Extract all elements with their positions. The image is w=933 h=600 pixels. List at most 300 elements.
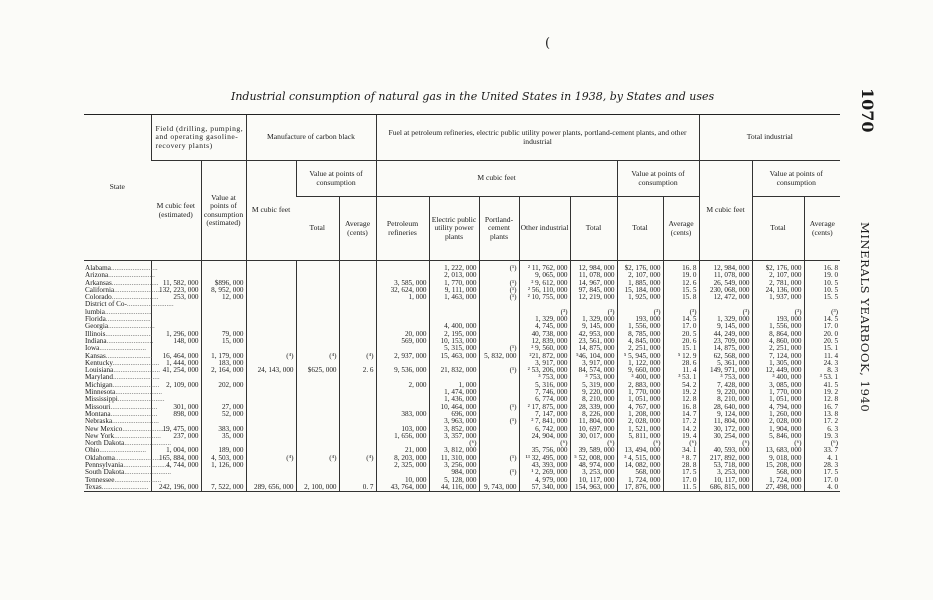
- table-cell: 41. 5: [804, 382, 840, 389]
- table-cell: 1, 260, 000: [752, 411, 804, 418]
- leader-dots: ..........................: [115, 388, 163, 397]
- table-cell: [296, 418, 339, 425]
- table-cell: ¹³ 32, 495, 000: [519, 455, 570, 462]
- table-cell: 148, 000: [151, 338, 201, 345]
- table-cell: 984, 000: [429, 469, 479, 476]
- table-cell: [246, 294, 296, 301]
- table-cell: 3, 256, 000: [429, 462, 479, 469]
- table-cell: ³ 8. 7: [663, 455, 699, 462]
- table-cell: 1, 937, 000: [752, 294, 804, 301]
- table-cell: 1, 770, 000: [429, 280, 479, 287]
- table-cell: 1, 329, 000: [519, 316, 570, 323]
- leader-dots: ..........................: [104, 307, 152, 316]
- table-cell: 4, 400, 000: [429, 323, 479, 330]
- table-cell: 14. 5: [663, 316, 699, 323]
- table-cell: 12. 6: [663, 280, 699, 287]
- state-name-text: Kansas: [85, 351, 106, 360]
- table-cell: 568, 000: [752, 469, 804, 476]
- table-cell: 84, 574, 000: [570, 367, 617, 374]
- table-cell: 568, 000: [617, 469, 663, 476]
- header-field-group: Field (drilling, pumping, and operating gasoline-recovery plants): [151, 115, 246, 161]
- table-cell: 3, 812, 000: [429, 447, 479, 454]
- table-cell: (⁴): [296, 353, 339, 360]
- table-cell: [296, 382, 339, 389]
- table-cell: ³ 753, 000: [699, 374, 752, 381]
- table-cell: $896, 000: [201, 280, 246, 287]
- table-cell: 1, 329, 000: [570, 316, 617, 323]
- table-cell: 9, 145, 000: [570, 323, 617, 330]
- state-name-text: Mississippi: [85, 395, 118, 404]
- table-cell: 16. 7: [804, 404, 840, 411]
- table-cell: 12, 839, 000: [519, 338, 570, 345]
- leader-dots: ..........................: [122, 424, 170, 433]
- table-cell: 9, 018, 000: [752, 455, 804, 462]
- table-cell: (⁶): [519, 440, 570, 447]
- table-cell: 1, 051, 000: [752, 396, 804, 403]
- table-cell: 19. 3: [804, 433, 840, 440]
- table-cell: [479, 374, 519, 381]
- state-name-text: Indiana: [85, 336, 107, 345]
- table-cell: 16. 8: [663, 404, 699, 411]
- table-cell: [296, 272, 339, 279]
- table-cell: 4. 0: [804, 484, 840, 492]
- table-cell: [339, 338, 376, 345]
- table-cell: 97, 845, 000: [570, 287, 617, 294]
- table-cell: (¹): [479, 367, 519, 374]
- table-cell: 16. 8: [804, 261, 840, 273]
- table-cell: 24, 136, 000: [752, 287, 804, 294]
- table-cell: [479, 331, 519, 338]
- table-cell: 15. 5: [804, 294, 840, 301]
- table-cell: 20. 5: [663, 331, 699, 338]
- table-cell: [246, 440, 296, 447]
- table-cell: ¹ 2, 269, 000: [519, 469, 570, 476]
- table-cell: [296, 469, 339, 476]
- table-cell: 1, 724, 000: [752, 477, 804, 484]
- table-cell: [339, 309, 376, 316]
- header-other: Other industrial: [519, 197, 570, 261]
- table-cell: 12. 8: [804, 396, 840, 403]
- table-cell: 44, 116, 000: [429, 484, 479, 492]
- table-cell: [339, 316, 376, 323]
- table-cell: 8, 210, 000: [699, 396, 752, 403]
- leader-dots: ..........................: [123, 461, 171, 470]
- table-cell: [296, 374, 339, 381]
- table-cell: [376, 261, 429, 273]
- table-cell: 9, 660, 000: [617, 367, 663, 374]
- table-cell: (⁴): [246, 455, 296, 462]
- state-name-text: South Dakota: [85, 468, 125, 477]
- table-cell: 9, 220, 000: [570, 389, 617, 396]
- table-cell: 10, 697, 000: [570, 426, 617, 433]
- table-cell: $625, 000: [296, 367, 339, 374]
- table-cell: 1, 329, 000: [699, 316, 752, 323]
- table-cell: 1, 656, 000: [376, 433, 429, 440]
- table-cell: [246, 280, 296, 287]
- table-cell: ² 56, 110, 000: [519, 287, 570, 294]
- table-cell: ³ 53. 1: [804, 374, 840, 381]
- table-cell: [246, 462, 296, 469]
- state-name-text: Arkansas: [85, 278, 112, 287]
- table-cell: [151, 261, 201, 273]
- table-cell: (⁴): [296, 455, 339, 462]
- table-cell: [339, 272, 376, 279]
- table-cell: 57, 340, 000: [519, 484, 570, 492]
- table-cell: [429, 309, 479, 316]
- header-total-group: Total industrial: [699, 115, 840, 161]
- table-cell: 17. 5: [804, 469, 840, 476]
- table-cell: [296, 433, 339, 440]
- table-cell: 24, 143, 000: [246, 367, 296, 374]
- table-cell: [376, 301, 429, 308]
- table-cell: 1, 770, 000: [617, 389, 663, 396]
- table-cell: 9, 743, 000: [479, 484, 519, 492]
- table-cell: 9, 536, 000: [376, 367, 429, 374]
- table-cell: 48, 974, 000: [570, 462, 617, 469]
- gas-consumption-table: [84, 114, 840, 492]
- table-cell: 1, 222, 000: [429, 261, 479, 273]
- header-field-value: Value at points of consumption (estimated): [201, 161, 246, 261]
- table-cell: [246, 316, 296, 323]
- table-cell: 11, 078, 000: [699, 272, 752, 279]
- leader-dots: ..........................: [105, 329, 153, 338]
- table-cell: [296, 389, 339, 396]
- table-cell: 11, 310, 000: [429, 455, 479, 462]
- header-carbon-value: Value at points of consumption: [296, 161, 376, 197]
- table-cell: [246, 382, 296, 389]
- table-cell: (¹): [479, 294, 519, 301]
- table-cell: $2, 176, 000: [752, 261, 804, 273]
- state-name-text: Oklahoma: [85, 453, 115, 462]
- table-cell: 19. 0: [804, 272, 840, 279]
- state-name-text: Tennessee: [85, 475, 115, 484]
- table-cell: (⁶): [699, 440, 752, 447]
- state-name-text: Pennsylvania: [85, 461, 124, 470]
- table-cell: [339, 331, 376, 338]
- table-cell: [479, 426, 519, 433]
- table-cell: [479, 323, 519, 330]
- table-cell: [296, 396, 339, 403]
- table-cell: 7, 428, 000: [699, 382, 752, 389]
- table-cell: [246, 287, 296, 294]
- table-cell: 11, 582, 000: [151, 280, 201, 287]
- table-cell: [201, 389, 246, 396]
- table-cell: 11, 804, 000: [699, 418, 752, 425]
- table-row: [84, 294, 840, 301]
- table-cell: 13. 8: [804, 411, 840, 418]
- table-cell: [376, 316, 429, 323]
- table-cell: [339, 411, 376, 418]
- table-cell: 3, 917, 000: [570, 360, 617, 367]
- table-cell: 10. 5: [804, 280, 840, 287]
- table-cell: 7, 746, 000: [519, 389, 570, 396]
- table-cell: [246, 272, 296, 279]
- table-cell: 383, 000: [376, 411, 429, 418]
- table-cell: 4, 979, 000: [519, 477, 570, 484]
- header-carbon-group: Manufacture of carbon black: [246, 115, 376, 161]
- table-cell: 19. 2: [804, 389, 840, 396]
- table-cell: [246, 323, 296, 330]
- table-cell: 19. 2: [663, 389, 699, 396]
- header-petroleum: Petroleum refineries: [376, 197, 429, 261]
- table-cell: 17. 2: [804, 418, 840, 425]
- leader-dots: ..........................: [99, 446, 147, 455]
- table-cell: [339, 287, 376, 294]
- leader-dots: ..........................: [113, 366, 161, 375]
- state-name-text: Georgia: [85, 322, 109, 331]
- table-cell: 43, 764, 000: [376, 484, 429, 492]
- table-cell: 2, 100, 000: [296, 484, 339, 492]
- table-cell: 4, 767, 000: [617, 404, 663, 411]
- table-cell: 35, 756, 000: [519, 447, 570, 454]
- table-cell: 289, 656, 000: [246, 484, 296, 492]
- table-body: [84, 261, 840, 492]
- table-cell: 35, 000: [201, 433, 246, 440]
- table-cell: [339, 323, 376, 330]
- table-cell: 2, 937, 000: [376, 353, 429, 360]
- table-cell: 28. 8: [663, 462, 699, 469]
- table-cell: 2, 164, 000: [201, 367, 246, 374]
- state-name-text: Arizona: [85, 271, 109, 280]
- table-cell: (³): [570, 309, 617, 316]
- table-cell: ³ 4, 515, 000: [617, 455, 663, 462]
- table-cell: 1, 444, 000: [151, 360, 201, 367]
- table-cell: ²21, 872, 000: [519, 353, 570, 360]
- state-name: [84, 484, 151, 492]
- table-cell: (¹): [479, 469, 519, 476]
- table-cell: 11. 4: [804, 353, 840, 360]
- table-cell: 17. 0: [804, 323, 840, 330]
- table-cell: ² 7, 841, 000: [519, 418, 570, 425]
- table-cell: [201, 469, 246, 476]
- table-cell: 15. 1: [663, 345, 699, 352]
- leader-dots: ..........................: [114, 431, 161, 440]
- leader-dots: ..........................: [105, 315, 153, 324]
- table-cell: 1, 004, 000: [151, 447, 201, 454]
- table-cell: 16. 8: [663, 261, 699, 273]
- table-cell: 24, 904, 000: [519, 433, 570, 440]
- table-cell: 1, 179, 000: [201, 353, 246, 360]
- table-cell: 14. 5: [804, 316, 840, 323]
- table-cell: 12, 472, 000: [699, 294, 752, 301]
- table-cell: 898, 000: [151, 411, 201, 418]
- table-cell: [246, 396, 296, 403]
- leader-dots: ..........................: [112, 380, 160, 389]
- leader-dots: ..........................: [110, 264, 158, 272]
- table-cell: 3, 357, 000: [429, 433, 479, 440]
- table-cell: 15. 8: [663, 294, 699, 301]
- table-cell: 28, 640, 000: [699, 404, 752, 411]
- header-carbon-mcf: M cubic feet: [246, 161, 296, 261]
- table-cell: [296, 280, 339, 287]
- table-cell: 5, 319, 000: [570, 382, 617, 389]
- header-fuel-group: Fuel at petroleum refineries, electric public utility power plants, portland-cement plants, and other industrial: [376, 115, 699, 161]
- leader-dots: ..........................: [112, 358, 160, 367]
- table-cell: [246, 331, 296, 338]
- table-cell: 5, 832, 000: [479, 353, 519, 360]
- header-fuel-value: Value at points of consumption: [617, 161, 699, 197]
- table-cell: 6, 742, 000: [519, 426, 570, 433]
- table-cell: (¹): [479, 261, 519, 273]
- table-cell: ³ 753, 000: [570, 374, 617, 381]
- table-cell: 54. 2: [663, 382, 699, 389]
- header-total-mcf: M cubic feet: [699, 161, 752, 261]
- table-cell: 5, 316, 000: [519, 382, 570, 389]
- table-cell: 15, 184, 000: [617, 287, 663, 294]
- state-name-text: Colorado: [85, 293, 112, 302]
- table-cell: [246, 301, 296, 308]
- table-cell: (³): [752, 309, 804, 316]
- table-cell: 1, 000: [429, 382, 479, 389]
- table-cell: 10, 117, 000: [699, 477, 752, 484]
- table-cell: 1, 000: [376, 294, 429, 301]
- table-cell: 41, 254, 000: [151, 367, 201, 374]
- leader-dots: ..........................: [112, 373, 160, 382]
- state-name-text: North Dakota: [85, 439, 125, 448]
- table-cell: [296, 440, 339, 447]
- table-cell: 14. 2: [663, 426, 699, 433]
- table-cell: 2, 109, 000: [151, 382, 201, 389]
- state-name-text: Nebraska: [85, 417, 113, 426]
- state-name-text: New York: [85, 431, 115, 440]
- table-cell: 383, 000: [201, 426, 246, 433]
- table-cell: 4, 503, 000: [201, 455, 246, 462]
- table-cell: 2, 781, 000: [752, 280, 804, 287]
- table-cell: ⁵ 5, 945, 000: [617, 353, 663, 360]
- table-cell: [246, 469, 296, 476]
- state-name-text: Montana: [85, 409, 111, 418]
- table-cell: 28. 6: [663, 360, 699, 367]
- table-cell: 15, 000: [201, 338, 246, 345]
- table-cell: 8, 203, 000: [376, 455, 429, 462]
- table-cell: 14, 967, 000: [570, 280, 617, 287]
- table-cell: 6, 774, 000: [519, 396, 570, 403]
- table-cell: 52, 000: [201, 411, 246, 418]
- state-name-text: Louisiana: [85, 366, 114, 375]
- table-cell: [339, 462, 376, 469]
- state-name-text: Ohio: [85, 446, 100, 455]
- table-cell: [339, 418, 376, 425]
- table-cell: ⁵ 12. 9: [663, 353, 699, 360]
- table-cell: 53, 718, 000: [699, 462, 752, 469]
- table-cell: 27, 498, 000: [752, 484, 804, 492]
- table-cell: 15. 5: [663, 287, 699, 294]
- table-cell: [479, 382, 519, 389]
- table-cell: 253, 000: [151, 294, 201, 301]
- table-cell: 30, 254, 000: [699, 433, 752, 440]
- table-cell: [296, 426, 339, 433]
- table-cell: [479, 301, 519, 308]
- table-cell: (³): [699, 309, 752, 316]
- table-cell: [339, 261, 376, 273]
- table-cell: 2, 883, 000: [617, 382, 663, 389]
- table-cell: [479, 389, 519, 396]
- table-cell: [151, 309, 201, 316]
- table-cell: 17. 5: [663, 469, 699, 476]
- leader-dots: ..........................: [108, 322, 155, 331]
- table-cell: ² 11, 762, 000: [519, 261, 570, 273]
- table-cell: 1, 305, 000: [752, 360, 804, 367]
- table-cell: ² 10, 755, 000: [519, 294, 570, 301]
- table-cell: 8, 864, 000: [752, 331, 804, 338]
- header-carbon-total: Total: [296, 197, 339, 261]
- table-cell: [296, 261, 339, 273]
- table-cell: 40, 593, 000: [699, 447, 752, 454]
- table-cell: 19, 475, 000: [151, 426, 201, 433]
- table-cell: ² 17, 875, 000: [519, 404, 570, 411]
- state-name-text: District of Co-: [85, 300, 127, 309]
- table-cell: 42, 953, 000: [570, 331, 617, 338]
- table-cell: [296, 301, 339, 308]
- table-cell: 14. 7: [663, 411, 699, 418]
- table-cell: 10, 000: [376, 477, 429, 484]
- table-cell: 14, 082, 000: [617, 462, 663, 469]
- table-cell: 8. 3: [804, 367, 840, 374]
- table-cell: 28. 3: [804, 462, 840, 469]
- table-cell: [151, 316, 201, 323]
- table-cell: [296, 294, 339, 301]
- header-portland: Portland-cement plants: [479, 197, 519, 261]
- table-cell: 1, 770, 000: [752, 389, 804, 396]
- table-cell: 44, 249, 000: [699, 331, 752, 338]
- header-electric: Electric public utility power plants: [429, 197, 479, 261]
- table-cell: ² 9, 560, 000: [519, 345, 570, 352]
- table-title: Industrial consumption of natural gas in the United States in 1938, by States and uses: [231, 90, 715, 103]
- table-cell: [339, 404, 376, 411]
- table-cell: 2. 6: [339, 367, 376, 374]
- table-cell: 62, 568, 000: [699, 353, 752, 360]
- state-name-text: Kentucky: [85, 358, 113, 367]
- leader-dots: ..........................: [124, 468, 172, 477]
- table-cell: 1, 904, 000: [752, 426, 804, 433]
- table-cell: 5, 315, 000: [429, 345, 479, 352]
- table-cell: 2, 251, 000: [752, 345, 804, 352]
- table-cell: 569, 000: [376, 338, 429, 345]
- header-fuel-mcf: M cubic feet: [376, 161, 617, 197]
- table-cell: 1, 051, 000: [617, 396, 663, 403]
- table-cell: 3, 917, 000: [519, 360, 570, 367]
- table-cell: (¹): [479, 280, 519, 287]
- table-cell: 1, 474, 000: [429, 389, 479, 396]
- table-cell: 5, 128, 000: [429, 477, 479, 484]
- table-cell: 1, 885, 000: [617, 280, 663, 287]
- leader-dots: ..........................: [126, 300, 174, 309]
- table-cell: 79, 000: [201, 331, 246, 338]
- table-cell: 40, 738, 000: [519, 331, 570, 338]
- running-head: MINERALS YEARBOOK, 1940: [858, 222, 872, 413]
- table-cell: 10. 5: [804, 287, 840, 294]
- table-cell: ² 9, 612, 000: [519, 280, 570, 287]
- header-fuel-total-mcf: Total: [570, 197, 617, 261]
- table-cell: 10, 117, 000: [570, 477, 617, 484]
- table-cell: 17. 0: [804, 477, 840, 484]
- table-cell: 165, 884, 000: [151, 455, 201, 462]
- table-cell: 5, 846, 000: [752, 433, 804, 440]
- header-total-value: Value at points of consumption: [752, 161, 840, 197]
- table-cell: (⁴): [246, 353, 296, 360]
- table-cell: [339, 433, 376, 440]
- table-cell: [296, 338, 339, 345]
- leader-dots: ..........................: [99, 344, 147, 353]
- table-cell: 39, 589, 000: [570, 447, 617, 454]
- table-cell: 4, 794, 000: [752, 404, 804, 411]
- table-cell: 12, 219, 000: [570, 294, 617, 301]
- table-cell: 8, 952, 000: [201, 287, 246, 294]
- state-name-text: Minnesota: [85, 388, 116, 397]
- state-name-text: Florida: [85, 315, 106, 324]
- table-cell: [246, 309, 296, 316]
- header-fuel-avg: Average (cents): [663, 197, 699, 261]
